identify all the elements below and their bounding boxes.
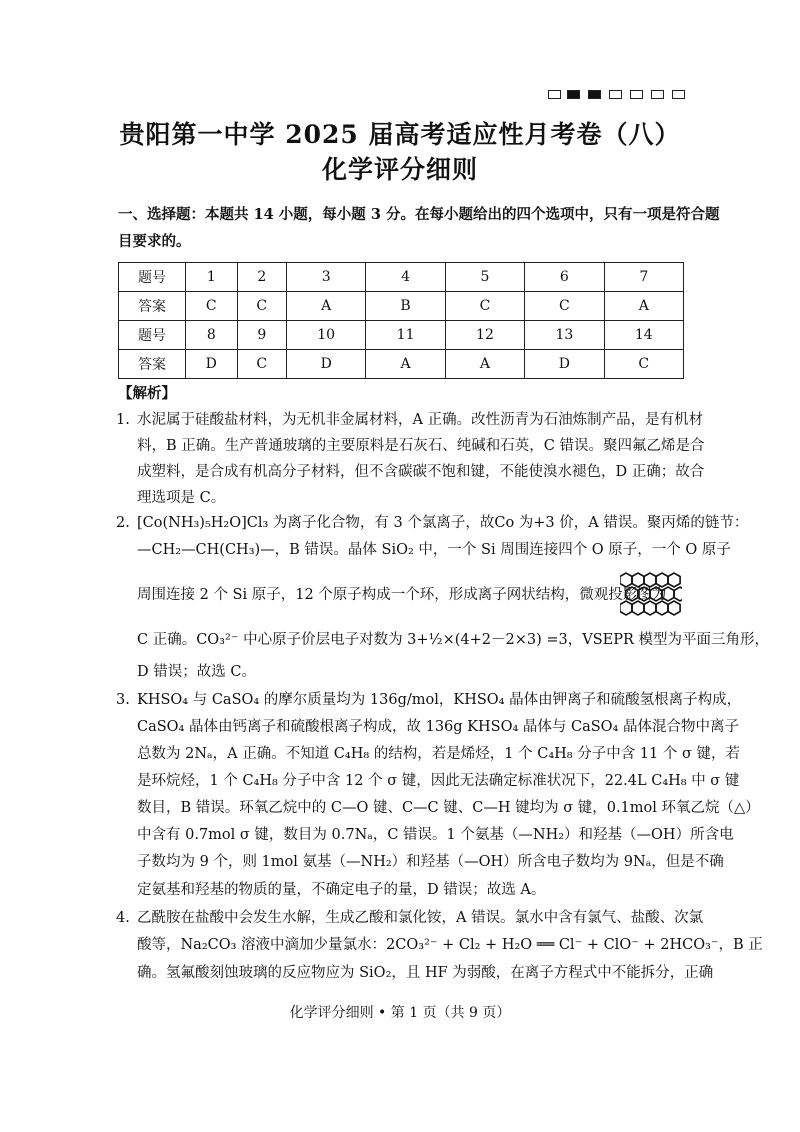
hexagon-ring [662, 587, 674, 601]
table-cell: C [445, 292, 524, 321]
table-cell: 13 [525, 321, 604, 350]
hexagon-ring [620, 573, 632, 587]
indicator-square [672, 90, 685, 99]
row-header-cell: 题号 [119, 321, 186, 350]
indicator-square-filled [567, 90, 580, 99]
hexagon-ring [638, 587, 650, 601]
document-subtitle: 化学评分细则 [321, 155, 478, 184]
hexagon-ring [632, 573, 644, 587]
table-cell: 6 [525, 263, 604, 292]
section-heading-cont: 目要求的。 [118, 233, 191, 250]
indicator-square-filled [588, 90, 601, 99]
table-cell: 11 [366, 321, 445, 350]
item-text-line: [Co(NH₃)₅H₂O]Cl₃ 为离子化合物，有 3 个氯离子，故Co 为+3 价，A 错误。聚丙烯的链节： [137, 515, 749, 531]
hexagon-ring [644, 601, 656, 615]
table-row [119, 292, 684, 321]
item-text-line: 定氨基和羟基的物质的量，不确定电子的量，D 错误；故选 A。 [137, 882, 546, 898]
item-number: 4. [116, 910, 130, 926]
table-cell: 10 [286, 321, 365, 350]
answer-table [118, 262, 684, 379]
table-cell: A [286, 292, 365, 321]
item-text-line: 总数为 2Nₐ，A 正确。不知道 C₄H₈ 的结构，若是烯烃，1 个 C₄H₈ 分子中含 11 个 σ 键，若 [137, 746, 740, 762]
table-cell: A [445, 350, 524, 379]
analysis-label: 【解析】 [118, 385, 176, 402]
table-cell: D [186, 350, 238, 379]
table-cell: D [286, 350, 365, 379]
table-cell: 8 [186, 321, 238, 350]
item-number: 1. [116, 412, 130, 428]
item-text-line: 中含有 0.7mol σ 键，数目为 0.7Nₐ，C 错误。1 个氨基（—NH₂）和羟基（—OH）所含电 [137, 827, 734, 843]
table-cell: 7 [604, 263, 683, 292]
page-footer: 化学评分细则 • 第 1 页（共 9 页） [289, 1005, 511, 1021]
table-cell: 3 [286, 263, 365, 292]
table-cell: C [237, 292, 286, 321]
table-cell: A [366, 350, 445, 379]
table-row [119, 350, 684, 379]
item-text-line: 周围连接 2 个 Si 原子，12 个原子构成一个环，形成离子网状结构，微观投影图为 [137, 587, 667, 603]
row-header-cell: 答案 [119, 350, 186, 379]
item-text-line: D 错误；故选 C。 [137, 664, 256, 680]
table-row [119, 263, 684, 292]
table-cell: C [525, 292, 604, 321]
item-text-line: 乙酰胺在盐酸中会发生水解，生成乙酸和氯化铵，A 错误。氯水中含有氯气、盐酸、次氯 [137, 910, 704, 926]
item-text-line: 确。氢氟酸刻蚀玻璃的反应物应为 SiO₂，且 HF 为弱酸，在离子方程式中不能拆分，正确 [137, 965, 714, 981]
hexagon-ring [674, 587, 682, 601]
table-cell: C [604, 350, 683, 379]
item-text-line: 成塑料，是合成有机高分子材料，但不含碳碳不饱和键，不能使溴水褪色，D 正确；故合 [137, 464, 705, 480]
row-header-cell: 答案 [119, 292, 186, 321]
item-text-line: 数目，B 错误。环氧乙烷中的 C—O 键、C—C 键、C—H 键均为 σ 键，0.1mol 环氧乙烷（△） [137, 800, 760, 816]
table-cell: 2 [237, 263, 286, 292]
hexagon-ring [668, 601, 680, 615]
item-text-line: KHSO₄ 与 CaSO₄ 的摩尔质量均为 136g/mol，KHSO₄ 晶体由钾离子和硫酸氢根离子构成， [137, 692, 742, 708]
hexagon-ring [650, 587, 662, 601]
table-cell: 14 [604, 321, 683, 350]
hexagon-ring [656, 601, 668, 615]
table-cell: 5 [445, 263, 524, 292]
table-cell: A [604, 292, 683, 321]
indicator-square [651, 90, 664, 99]
hexagon-ring [626, 587, 638, 601]
item-number: 2. [116, 515, 130, 531]
item-text-line: 子数均为 9 个，则 1mol 氨基（—NH₂）和羟基（—OH）所含电子数均为 9Nₐ，但是不确 [137, 854, 724, 870]
table-cell: C [186, 292, 238, 321]
item-number: 3. [116, 692, 130, 708]
table-cell: B [366, 292, 445, 321]
hexagon-ring [620, 601, 632, 615]
item-text-line: CaSO₄ 晶体由钙离子和硫酸根离子构成，故 136g KHSO₄ 晶体与 CaSO₄ 晶体混合物中离子 [137, 719, 739, 735]
item-text-line: —CH₂—CH(CH₃)—，B 错误。晶体 SiO₂ 中，一个 Si 周围连接四个 O 原子，一个 O 原子 [137, 542, 731, 558]
table-cell: C [237, 350, 286, 379]
item-text-line: C 正确。CO₃²⁻ 中心原子价层电子对数为 3+½×(4+2－2×3) =3，VSEPR 模型为平面三角形， [137, 632, 770, 648]
hexagon-ring [668, 573, 680, 587]
item-text-line: 酸等，Na₂CO₃ 溶液中滴加少量氯水：2CO₃²⁻ + Cl₂ + H₂O ══ Cl⁻ + ClO⁻ + 2HCO₃⁻，B 正 [137, 937, 763, 953]
item-text-line: 料，B 正确。生产普通玻璃的主要原料是石灰石、纯碱和石英，C 错误。聚四氟乙烯是合 [137, 438, 705, 454]
table-row [119, 321, 684, 350]
indicator-square [630, 90, 643, 99]
table-cell: 9 [237, 321, 286, 350]
indicator-square [548, 90, 561, 99]
hexagon-ring [656, 573, 668, 587]
sio2-lattice-diagram [620, 572, 682, 618]
document-title: 贵阳第一中学 2025 届高考适应性月考卷（八） [119, 120, 681, 149]
table-cell: D [525, 350, 604, 379]
item-text-line: 是环烷烃，1 个 C₄H₈ 分子中含 12 个 σ 键，因此无法确定标准状况下，22.4L C₄H₈ 中 σ 键 [137, 773, 740, 789]
table-cell: 1 [186, 263, 238, 292]
item-text-line: 水泥属于硅酸盐材料，为无机非金属材料，A 正确。改性沥青为石油炼制产品，是有机材 [137, 412, 704, 428]
table-cell: 4 [366, 263, 445, 292]
section-heading: 一、选择题：本题共 14 小题，每小题 3 分。在每小题给出的四个选项中，只有一项是符合题 [118, 206, 720, 223]
row-header-cell: 题号 [119, 263, 186, 292]
hexagon-ring [632, 601, 644, 615]
item-text-line: 理选项是 C。 [137, 490, 226, 506]
indicator-square [609, 90, 622, 99]
table-cell: 12 [445, 321, 524, 350]
hexagon-ring [644, 573, 656, 587]
